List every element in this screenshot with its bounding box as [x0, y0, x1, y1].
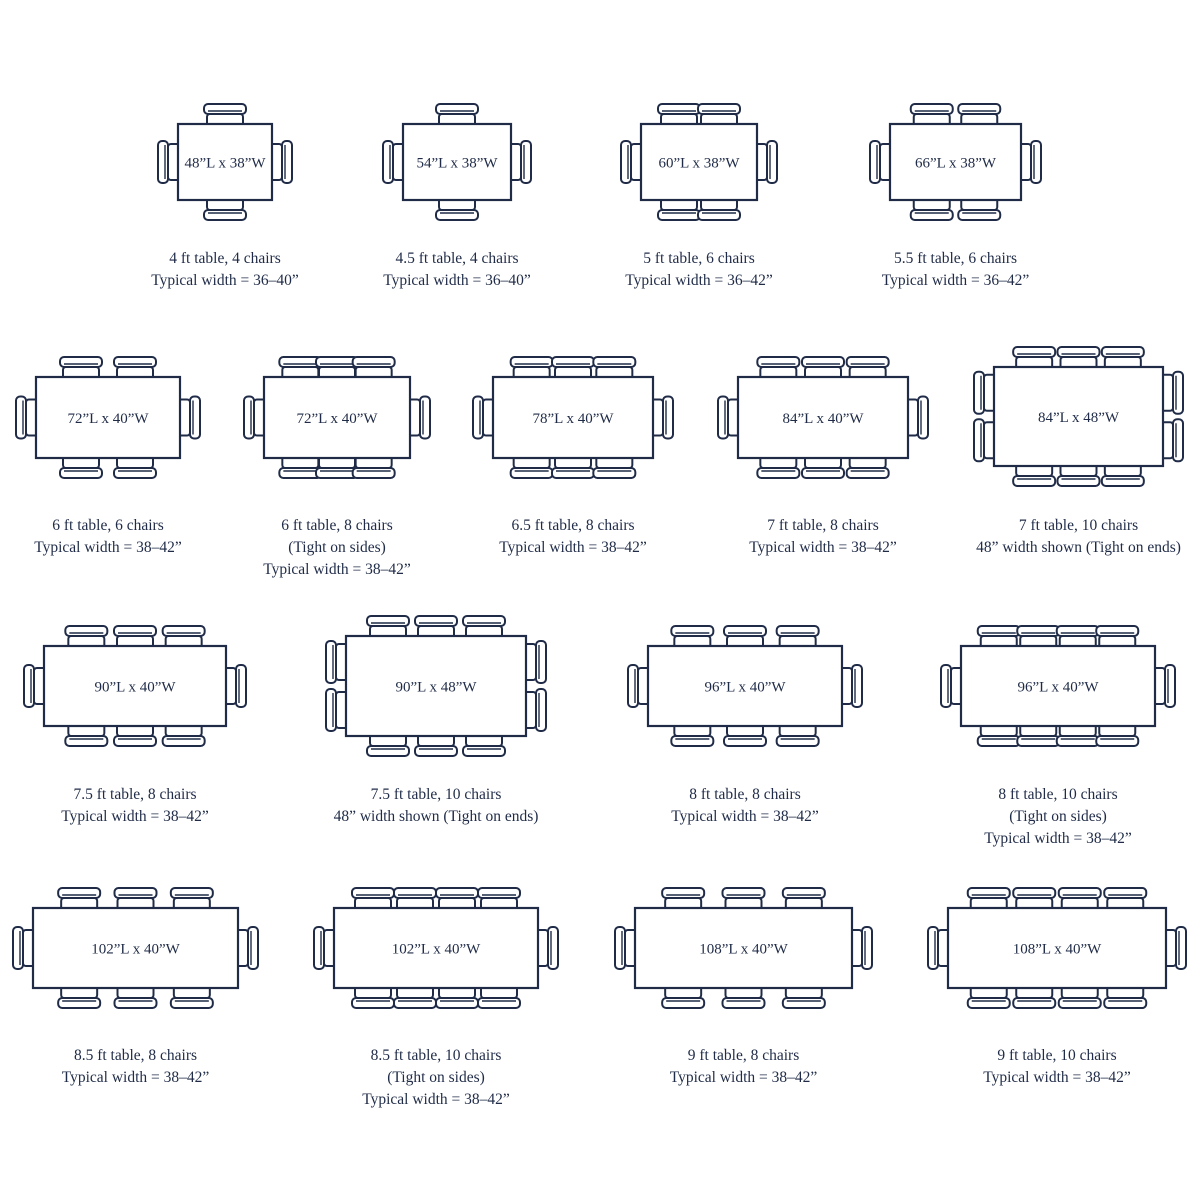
caption-line: Typical width = 38–42” [669, 1069, 818, 1086]
caption-line: (Tight on sides) [387, 1069, 485, 1086]
caption-line: (Tight on sides) [288, 539, 386, 556]
caption-line: Typical width = 36–40” [151, 272, 299, 289]
table-caption [670, 1045, 818, 1089]
table-caption [61, 784, 209, 828]
caption-line: Typical width = 36–40” [383, 272, 531, 289]
table-dimension-label: 102”L x 40”W [391, 941, 481, 958]
caption-line: 8 ft table, 8 chairs [689, 786, 801, 803]
table-layout-17 [928, 888, 1186, 1008]
caption-line: 48” width shown (Tight on ends) [976, 539, 1181, 556]
caption-line: 9 ft table, 8 chairs [687, 1047, 800, 1064]
caption-line: 7.5 ft table, 8 chairs [73, 786, 197, 803]
table-dimension-label: 48”L x 38”W [184, 155, 266, 172]
table-dimension-label: 66”L x 38”W [914, 155, 997, 172]
table-dimension-label: 96”L x 40”W [1017, 679, 1099, 696]
table-caption [984, 784, 1132, 850]
table-layout-4 [870, 104, 1041, 220]
table-caption [976, 515, 1181, 559]
table-caption [62, 1045, 210, 1089]
caption-line: 4 ft table, 4 chairs [169, 250, 281, 267]
table-dimension-label: 54”L x 38”W [416, 155, 498, 172]
caption-line: 6 ft table, 6 chairs [52, 517, 164, 534]
table-caption [362, 1045, 510, 1111]
table-dimension-label: 90”L x 48”W [395, 679, 477, 696]
table-dimension-label: 108”L x 40”W [1012, 941, 1102, 958]
table-dimension-label: 96”L x 40”W [704, 679, 786, 696]
caption-line: 5 ft table, 6 chairs [643, 250, 755, 267]
caption-line: 8.5 ft table, 8 chairs [73, 1047, 198, 1064]
table-dimension-label: 84”L x 48”W [1037, 410, 1120, 426]
caption-line: Typical width = 36–42” [881, 272, 1030, 289]
caption-line: Typical width = 38–42” [984, 830, 1132, 847]
caption-line: Typical width = 36–42” [625, 272, 773, 289]
table-dimension-label: 84”L x 40”W [782, 411, 864, 427]
table-dimension-label: 90”L x 40”W [94, 679, 176, 696]
table-layout-15 [314, 888, 558, 1008]
caption-line: 6.5 ft table, 8 chairs [511, 517, 635, 534]
table-caption [749, 515, 897, 559]
table-layout-3 [621, 104, 777, 220]
caption-line: 9 ft table, 10 chairs [997, 1047, 1117, 1064]
table-layout-14 [13, 888, 258, 1008]
table-caption [383, 248, 531, 292]
table-dimension-label: 72”L x 40”W [296, 411, 378, 427]
caption-line: Typical width = 38–42” [61, 1069, 210, 1086]
table-caption [882, 248, 1030, 292]
table-dimension-label: 108”L x 40”W [699, 941, 788, 958]
table-caption [671, 784, 819, 828]
caption-line: 8 ft table, 10 chairs [998, 786, 1118, 803]
table-layout-8 [718, 357, 928, 478]
caption-line: Typical width = 38–42” [61, 808, 209, 825]
caption-line: 7 ft table, 8 chairs [767, 517, 879, 534]
table-caption [983, 1045, 1131, 1089]
table-layout-9 [974, 347, 1183, 486]
table-layout-2 [383, 104, 531, 220]
caption-line: (Tight on sides) [1009, 808, 1107, 825]
caption-line: Typical width = 38–42” [749, 539, 897, 556]
caption-line: Typical width = 38–42” [983, 1069, 1131, 1086]
caption-line: Typical width = 38–42” [671, 808, 819, 825]
table-caption [34, 515, 182, 559]
table-dimension-label: 72”L x 40”W [67, 411, 149, 427]
caption-line: 7 ft table, 10 chairs [1018, 517, 1139, 534]
caption-line: 7.5 ft table, 10 chairs [370, 786, 502, 803]
table-caption [151, 248, 299, 292]
table-layout-10 [24, 626, 246, 746]
table-layout-6 [244, 357, 430, 478]
table-dimension-label: 102”L x 40”W [91, 941, 180, 958]
table-layout-11 [326, 616, 546, 756]
table-layout-5 [16, 357, 200, 478]
table-layout-13 [941, 626, 1175, 746]
table-dimension-label: 78”L x 40”W [532, 411, 614, 427]
table-layout-16 [615, 888, 872, 1008]
table-layout-7 [473, 357, 673, 478]
table-dimension-label: 60”L x 38”W [658, 155, 740, 172]
caption-line: Typical width = 38–42” [499, 539, 647, 556]
table-layout-12 [628, 626, 862, 746]
table-caption [263, 515, 411, 581]
table-caption [334, 784, 539, 828]
caption-line: 48” width shown (Tight on ends) [333, 808, 539, 825]
table-layout-1 [158, 104, 292, 220]
caption-line: Typical width = 38–42” [263, 561, 411, 578]
caption-line: 4.5 ft table, 4 chairs [395, 250, 519, 267]
caption-line: 8.5 ft table, 10 chairs [370, 1047, 502, 1064]
caption-line: Typical width = 38–42” [34, 539, 182, 556]
table-caption [625, 248, 773, 292]
caption-line: Typical width = 38–42” [362, 1091, 510, 1108]
caption-line: 5.5 ft table, 6 chairs [893, 250, 1018, 267]
caption-line: 6 ft table, 8 chairs [281, 517, 393, 534]
table-caption [499, 515, 647, 559]
